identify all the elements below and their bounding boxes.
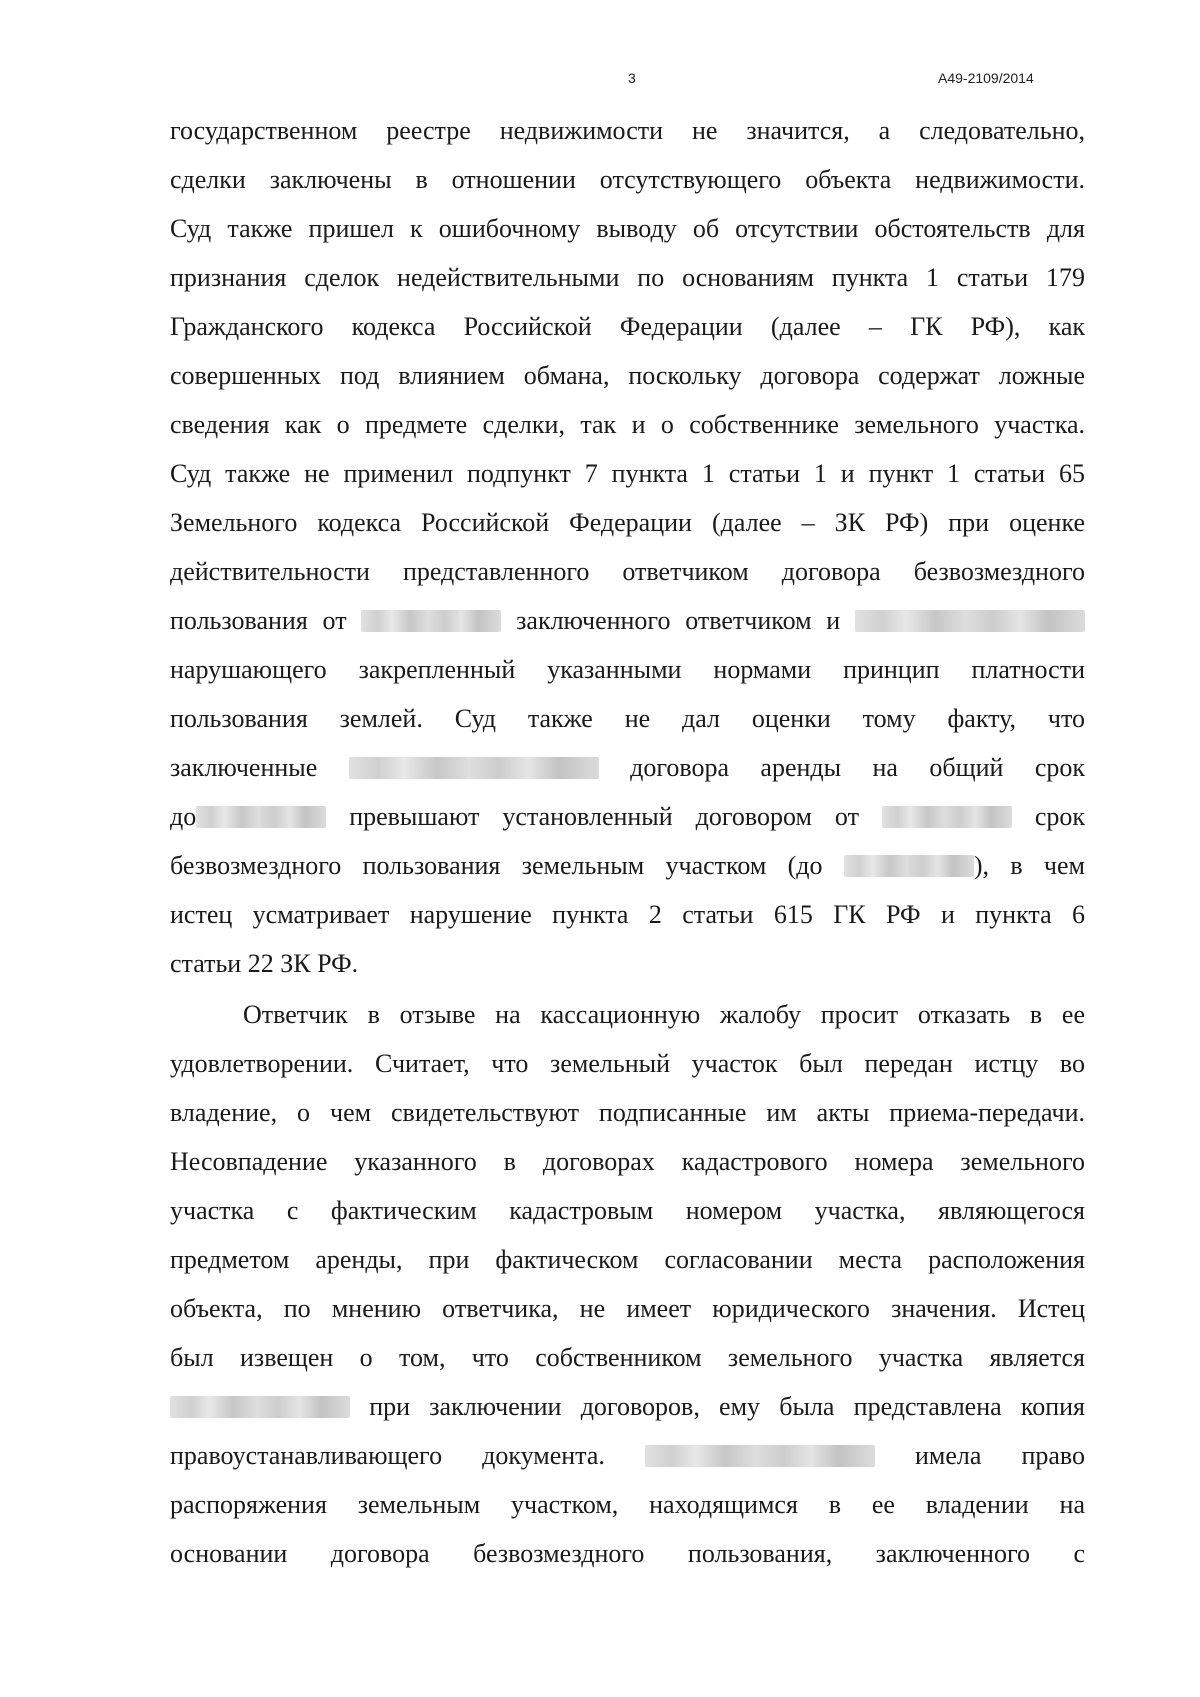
text-line: совершенных под влиянием обмана, поскольку договора содержат ложные	[170, 361, 1085, 390]
text-line	[170, 1382, 1085, 1431]
redacted-name	[349, 757, 599, 779]
document-body	[170, 106, 1085, 1578]
text-line: государственном реестре недвижимости не значится, а следовательно,	[170, 116, 1085, 145]
text-line: владение, о чем свидетельствуют подписанные им акты приема-передачи.	[170, 1098, 1085, 1127]
text-line: сведения как о предмете сделки, так и о собственнике земельного участка.	[170, 410, 1085, 439]
text-line: распоряжения земельным участком, находящимся в ее владении на	[170, 1490, 1085, 1519]
text-line: пользования землей. Суд также не дал оценки тому факту, что	[170, 704, 1085, 733]
redacted-name	[170, 1396, 350, 1418]
text-line	[170, 841, 1085, 890]
text-line: основании договора безвозмездного пользования, заключенного с	[170, 1539, 1085, 1568]
text-line: удовлетворении. Считает, что земельный участок был передан истцу во	[170, 1049, 1085, 1078]
text-line: участка с фактическим кадастровым номером участка, являющегося	[170, 1196, 1085, 1225]
text-line: признания сделок недействительными по основаниям пункта 1 статьи 179	[170, 263, 1085, 292]
text-line: был извещен о том, что собственником земельного участка является	[170, 1343, 1085, 1372]
text-fragment: превышают установленный договором от	[349, 802, 859, 831]
redacted-name	[645, 1445, 875, 1467]
redacted-date	[882, 806, 1012, 828]
text-fragment: договора аренды на общий срок	[630, 753, 1085, 782]
redacted-date	[361, 610, 501, 632]
text-fragment: пользования от	[170, 606, 347, 635]
text-line: сделки заключены в отношении отсутствующего объекта недвижимости.	[170, 165, 1085, 194]
text-fragment: срок	[1034, 802, 1085, 831]
page-header	[0, 70, 1200, 90]
text-line	[170, 1431, 1085, 1480]
text-fragment: ), в чем	[973, 851, 1085, 880]
text-fragment: заключенные	[170, 753, 318, 782]
text-line: Суд также не применил подпункт 7 пункта 1 статьи 1 и пункт 1 статьи 65	[170, 459, 1085, 488]
text-fragment: при заключении договоров, ему была представлена копия	[369, 1392, 1085, 1421]
text-fragment: правоустанавливающего документа.	[170, 1441, 605, 1470]
text-line	[170, 792, 1085, 841]
text-line: предметом аренды, при фактическом согласовании места расположения	[170, 1245, 1085, 1274]
text-line: статьи 22 ЗК РФ.	[170, 949, 359, 978]
text-fragment: до	[170, 802, 197, 831]
case-number: А49-2109/2014	[938, 70, 1034, 86]
text-line: Гражданского кодекса Российской Федерации (далее – ГК РФ), как	[170, 312, 1085, 341]
text-line: объекта, по мнению ответчика, не имеет юридического значения. Истец	[170, 1294, 1085, 1323]
page-number: 3	[628, 70, 636, 86]
redacted-name	[855, 610, 1085, 632]
text-fragment: безвозмездного пользования земельным участком (до	[170, 851, 823, 880]
text-line: действительности представленного ответчиком договора безвозмездного	[170, 557, 1085, 586]
text-line: Земельного кодекса Российской Федерации (далее – ЗК РФ) при оценке	[170, 508, 1085, 537]
redacted-date	[844, 855, 974, 877]
text-line	[170, 596, 1085, 645]
text-line: Ответчик в отзыве на кассационную жалобу просит отказать в ее	[243, 1000, 1085, 1029]
text-fragment: заключенного ответчиком и	[516, 606, 841, 635]
text-line: истец усматривает нарушение пункта 2 статьи 615 ГК РФ и пункта 6	[170, 900, 1085, 929]
text-line: Суд также пришел к ошибочному выводу об отсутствии обстоятельств для	[170, 214, 1085, 243]
text-line: Несовпадение указанного в договорах кадастрового номера земельного	[170, 1147, 1085, 1176]
redacted-date	[196, 806, 326, 828]
text-line: нарушающего закрепленный указанными нормами принцип платности	[170, 655, 1085, 684]
text-line	[170, 743, 1085, 792]
text-fragment: имела право	[914, 1441, 1085, 1470]
